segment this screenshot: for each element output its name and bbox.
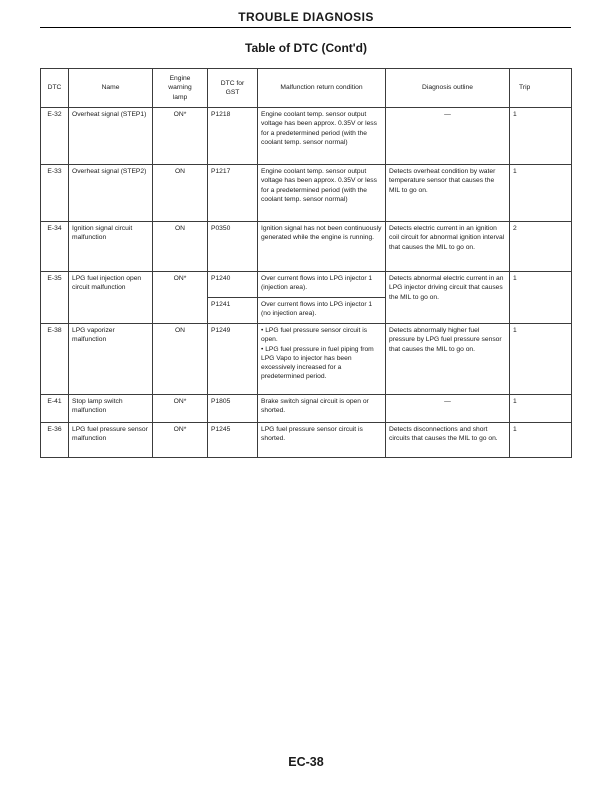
cell-condition: Over current flows into LPG injector 1 (injection area). (258, 272, 386, 298)
cell-gst: P1805 (208, 395, 258, 423)
cell-outline: — (386, 108, 510, 165)
cell-dtc: E-41 (41, 395, 69, 423)
cell-name: LPG fuel injection open circuit malfunction (69, 272, 153, 324)
table-row (41, 108, 572, 165)
cell-dtc: E-35 (41, 272, 69, 324)
cell-outline: Detects disconnections and short circuits that causes the MIL to go on. (386, 423, 510, 458)
cell-gst: P1240 (208, 272, 258, 298)
cell-trip: 1 (510, 165, 572, 222)
cell-name: Stop lamp switch malfunction (69, 395, 153, 423)
cell-outline: Detects overheat condition by water temperature sensor that causes the MIL to go on. (386, 165, 510, 222)
cell-condition: LPG fuel pressure sensor circuit is shorted. (258, 423, 386, 458)
cell-trip: 1 (510, 423, 572, 458)
col-header-gst: DTC for GST (208, 69, 258, 108)
cell-trip: 1 (510, 108, 572, 165)
cell-lamp: ON (153, 222, 208, 272)
table-title: Table of DTC (Cont'd) (245, 41, 367, 55)
cell-lamp: ON* (153, 395, 208, 423)
col-header-outline: Diagnosis outline (386, 69, 510, 108)
col-header-lamp: Engine warning lamp (153, 69, 208, 108)
cell-trip: 1 (510, 395, 572, 423)
cell-name: Ignition signal circuit malfunction (69, 222, 153, 272)
dtc-table (40, 68, 572, 458)
cell-condition: Brake switch signal circuit is open or shorted. (258, 395, 386, 423)
cell-gst: P1249 (208, 324, 258, 395)
page-number: EC-38 (288, 755, 324, 769)
cell-lamp: ON* (153, 108, 208, 165)
cell-condition: Engine coolant temp. sensor output voltage has been approx. 0.35V or less for a predetermined period (with the coolant temp. sensor normal) (258, 108, 386, 165)
col-header-trip: Trip (510, 69, 572, 108)
cell-condition (258, 324, 386, 395)
cell-dtc: E-34 (41, 222, 69, 272)
table-row (41, 222, 572, 272)
cell-trip: 1 (510, 272, 572, 324)
cell-trip: 1 (510, 324, 572, 395)
cell-gst: P1217 (208, 165, 258, 222)
cell-condition: Over current flows into LPG injector 1 (no injection area). (258, 298, 386, 324)
cell-dtc: E-32 (41, 108, 69, 165)
table-row (41, 395, 572, 423)
cell-condition: Ignition signal has not been continuously generated while the engine is running. (258, 222, 386, 272)
cell-condition: Engine coolant temp. sensor output voltage has been approx. 0.35V or less for a predetermined period (with the coolant temp. sensor normal) (258, 165, 386, 222)
cell-dtc: E-36 (41, 423, 69, 458)
table-row (41, 324, 572, 395)
table-row (41, 272, 572, 298)
cell-outline: Detects abnormal electric current in an LPG injector driving circuit that causes the MIL to go on. (386, 272, 510, 324)
table-header-row (41, 69, 572, 108)
cell-outline: Detects electric current in an ignition coil circuit for abnormal ignition interval that causes the MIL to go on. (386, 222, 510, 272)
header-divider (40, 27, 571, 28)
table-row (41, 165, 572, 222)
cell-name: Overheat signal (STEP2) (69, 165, 153, 222)
condition-bullet: • LPG fuel pressure in fuel piping from LPG Vapo to injector has been excessively increased for a predetermined period. (261, 345, 374, 381)
cell-name: LPG fuel pressure sensor malfunction (69, 423, 153, 458)
cell-name: Overheat signal (STEP1) (69, 108, 153, 165)
cell-name: LPG vaporizer malfunction (69, 324, 153, 395)
page-header-title: TROUBLE DIAGNOSIS (238, 10, 374, 24)
cell-lamp: ON* (153, 272, 208, 324)
cell-lamp: ON* (153, 423, 208, 458)
col-header-dtc: DTC (41, 69, 69, 108)
cell-gst: P0350 (208, 222, 258, 272)
table-row (41, 423, 572, 458)
cell-outline: Detects abnormally higher fuel pressure by LPG fuel pressure sensor that causes the MIL to go on. (386, 324, 510, 395)
cell-lamp: ON (153, 165, 208, 222)
cell-dtc: E-38 (41, 324, 69, 395)
cell-outline: — (386, 395, 510, 423)
cell-gst: P1241 (208, 298, 258, 324)
cell-trip: 2 (510, 222, 572, 272)
col-header-name: Name (69, 69, 153, 108)
cell-dtc: E-33 (41, 165, 69, 222)
condition-bullet: • LPG fuel pressure sensor circuit is open. (261, 327, 368, 344)
cell-lamp: ON (153, 324, 208, 395)
col-header-condition: Malfunction return condition (258, 69, 386, 108)
cell-gst: P1245 (208, 423, 258, 458)
cell-gst: P1218 (208, 108, 258, 165)
